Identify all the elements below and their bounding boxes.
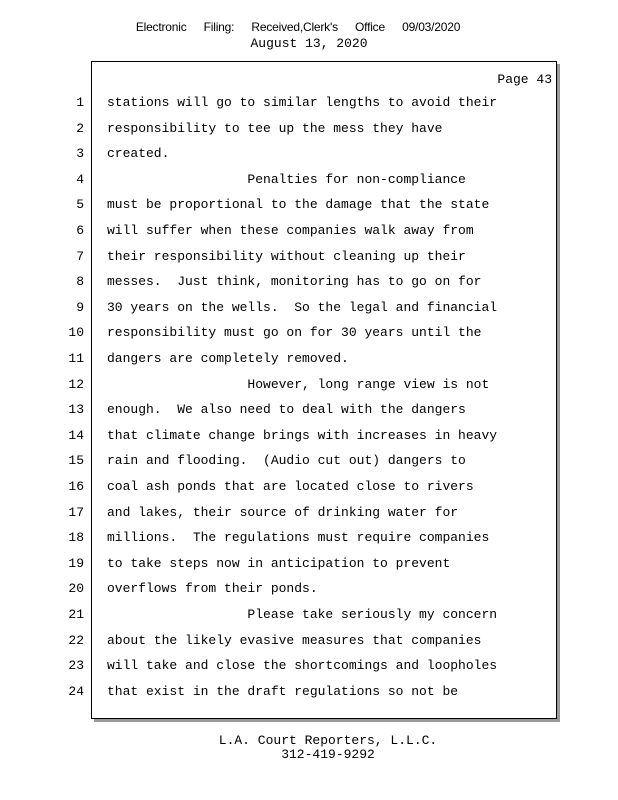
transcript-line: will suffer when these companies walk away from: [107, 223, 474, 238]
line-number: 2: [76, 120, 84, 136]
line-number: 14: [68, 427, 84, 443]
line-number: 18: [68, 530, 84, 546]
transcript-line: will take and close the shortcomings and loopholes: [107, 658, 498, 674]
line-number: 3: [76, 146, 84, 162]
transcript-line: messes. Just think, monitoring has to go on for: [107, 274, 482, 290]
line-number: 21: [68, 607, 84, 622]
line-number: 8: [76, 274, 84, 290]
transcript-line: dangers are completely removed.: [107, 351, 349, 366]
transcript-line: about the likely evasive measures that companies: [107, 632, 482, 648]
transcript-line: However, long range view is not: [107, 376, 490, 392]
reporter-company: L.A. Court Reporters, L.L.C.: [218, 733, 438, 748]
transcript-line: coal ash ponds that are located close to rivers: [107, 479, 474, 494]
filing-stamp-part: 09/03/2020: [402, 20, 461, 34]
line-number: 5: [76, 197, 84, 213]
filing-stamp-part: Electronic: [135, 20, 187, 34]
line-number: 6: [76, 223, 84, 238]
transcript-line: Please take seriously my concern: [107, 607, 498, 622]
filing-stamp: [0, 20, 596, 34]
transcript-line: responsibility to tee up the mess they have: [107, 120, 443, 136]
transcript-line: stations will go to similar lengths to avoid their: [107, 95, 498, 110]
line-number: 24: [68, 683, 84, 699]
transcript-line: millions. The regulations must require companies: [107, 530, 490, 546]
line-number: 23: [68, 658, 84, 674]
line-number: 16: [68, 479, 84, 494]
transcript-line: to take steps now in anticipation to prevent: [107, 555, 451, 571]
transcript-line: overflows from their ponds.: [107, 581, 318, 597]
line-number: 9: [76, 299, 84, 315]
line-number: 12: [68, 376, 84, 392]
reporter-phone: 312-419-9292: [281, 747, 375, 762]
transcript-line: Penalties for non-compliance: [107, 171, 466, 187]
transcript-line: and lakes, their source of drinking water for: [107, 504, 459, 520]
line-number: 10: [68, 325, 84, 341]
transcript-line: responsibility must go on for 30 years until the: [107, 325, 482, 341]
transcript-line: that exist in the draft regulations so not be: [107, 683, 459, 699]
filing-stamp-part: Office: [355, 20, 385, 34]
line-number: 22: [68, 632, 84, 648]
line-number: 7: [76, 248, 84, 264]
transcript-line: rain and flooding. (Audio cut out) dangers to: [107, 453, 466, 469]
line-number: 11: [68, 351, 84, 366]
line-number: 19: [68, 555, 84, 571]
filing-stamp-part: Received,Clerk's: [251, 20, 338, 34]
transcript-line: enough. We also need to deal with the dangers: [107, 402, 466, 418]
transcript-line: 30 years on the wells. So the legal and financial: [107, 299, 498, 315]
line-number: 17: [68, 504, 84, 520]
line-number: 13: [68, 402, 84, 418]
hearing-date: August 13, 2020: [250, 36, 368, 51]
transcript-line: that climate change brings with increases in heavy: [107, 427, 498, 443]
page-number: Page 43: [497, 72, 552, 87]
line-number: 1: [76, 95, 84, 110]
transcript-line: created.: [107, 146, 170, 162]
line-number: 4: [76, 171, 84, 187]
line-number: 20: [68, 581, 84, 597]
transcript-line: their responsibility without cleaning up their: [107, 248, 466, 264]
line-number: 15: [68, 453, 84, 469]
filing-stamp-part: Filing:: [203, 20, 235, 34]
transcript-line: must be proportional to the damage that the state: [107, 197, 490, 213]
